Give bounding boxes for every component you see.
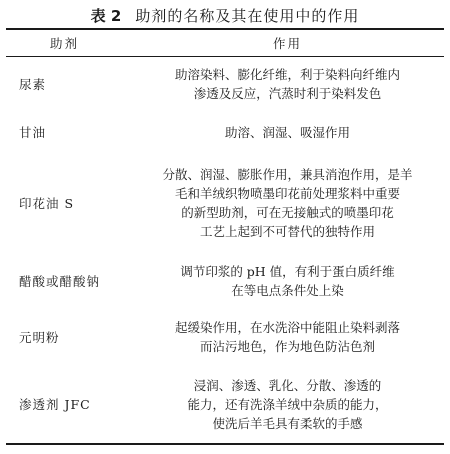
additive-name: 渗透剂 JFC	[19, 396, 91, 412]
function-line: 助溶、润湿、吸湿作用	[224, 124, 350, 140]
additive-name: 甘油	[19, 124, 47, 140]
function-line: 能力，还有洗涤羊绒中杂质的能力，	[187, 396, 388, 412]
additive-function	[131, 309, 444, 365]
table-row	[6, 111, 444, 153]
table-caption	[6, 6, 444, 28]
function-line: 浸润、渗透、乳化、分散、渗透的	[193, 377, 382, 393]
additive-function	[131, 57, 444, 112]
function-line: 使洗后羊毛具有柔软的手感	[212, 415, 363, 431]
additive-function	[131, 153, 444, 253]
function-line: 工艺上起到不可替代的独特作用	[199, 224, 375, 239]
table-row	[6, 153, 444, 253]
table-row	[6, 253, 444, 309]
function-line: 毛和羊绒织物喷墨印花前处理浆料中重要	[174, 186, 400, 201]
additives-table	[6, 28, 444, 445]
additive-name: 尿素	[19, 76, 47, 92]
table-row	[6, 309, 444, 365]
table-title: 助剂的名称及其在使用中的作用	[135, 7, 360, 25]
table-header-row	[6, 29, 444, 57]
additive-function	[131, 253, 444, 309]
function-line: 分散、润湿、膨胀作用，兼具消泡作用，是羊	[162, 167, 413, 182]
additive-name: 醋酸或醋酸钠	[19, 273, 101, 289]
function-line: 助溶染料、膨化纤维，利于染料向纤维内	[174, 67, 400, 82]
table-number: 表 2	[90, 7, 122, 25]
function-line: 调节印浆的 pH 值，有利于蛋白质纤维	[180, 264, 395, 279]
additive-function	[131, 365, 444, 444]
additive-function	[131, 111, 444, 153]
function-line: 起缓染作用，在水洗浴中能阻止染料剥落	[174, 320, 400, 335]
table-row	[6, 57, 444, 112]
additive-name: 印花油 S	[19, 195, 75, 211]
table-row	[6, 365, 444, 444]
function-line: 渗透及反应，汽蒸时利于染料发色	[193, 86, 382, 101]
function-line: 而沾污地色，作为地色防沾色剂	[199, 339, 375, 354]
header-additive: 助剂	[50, 35, 80, 51]
header-function: 作用	[272, 35, 302, 51]
additive-name: 元明粉	[19, 329, 60, 345]
function-line: 在等电点条件处上染	[231, 283, 344, 298]
function-line: 的新型助剂，可在无接触式的喷墨印花	[181, 205, 394, 220]
